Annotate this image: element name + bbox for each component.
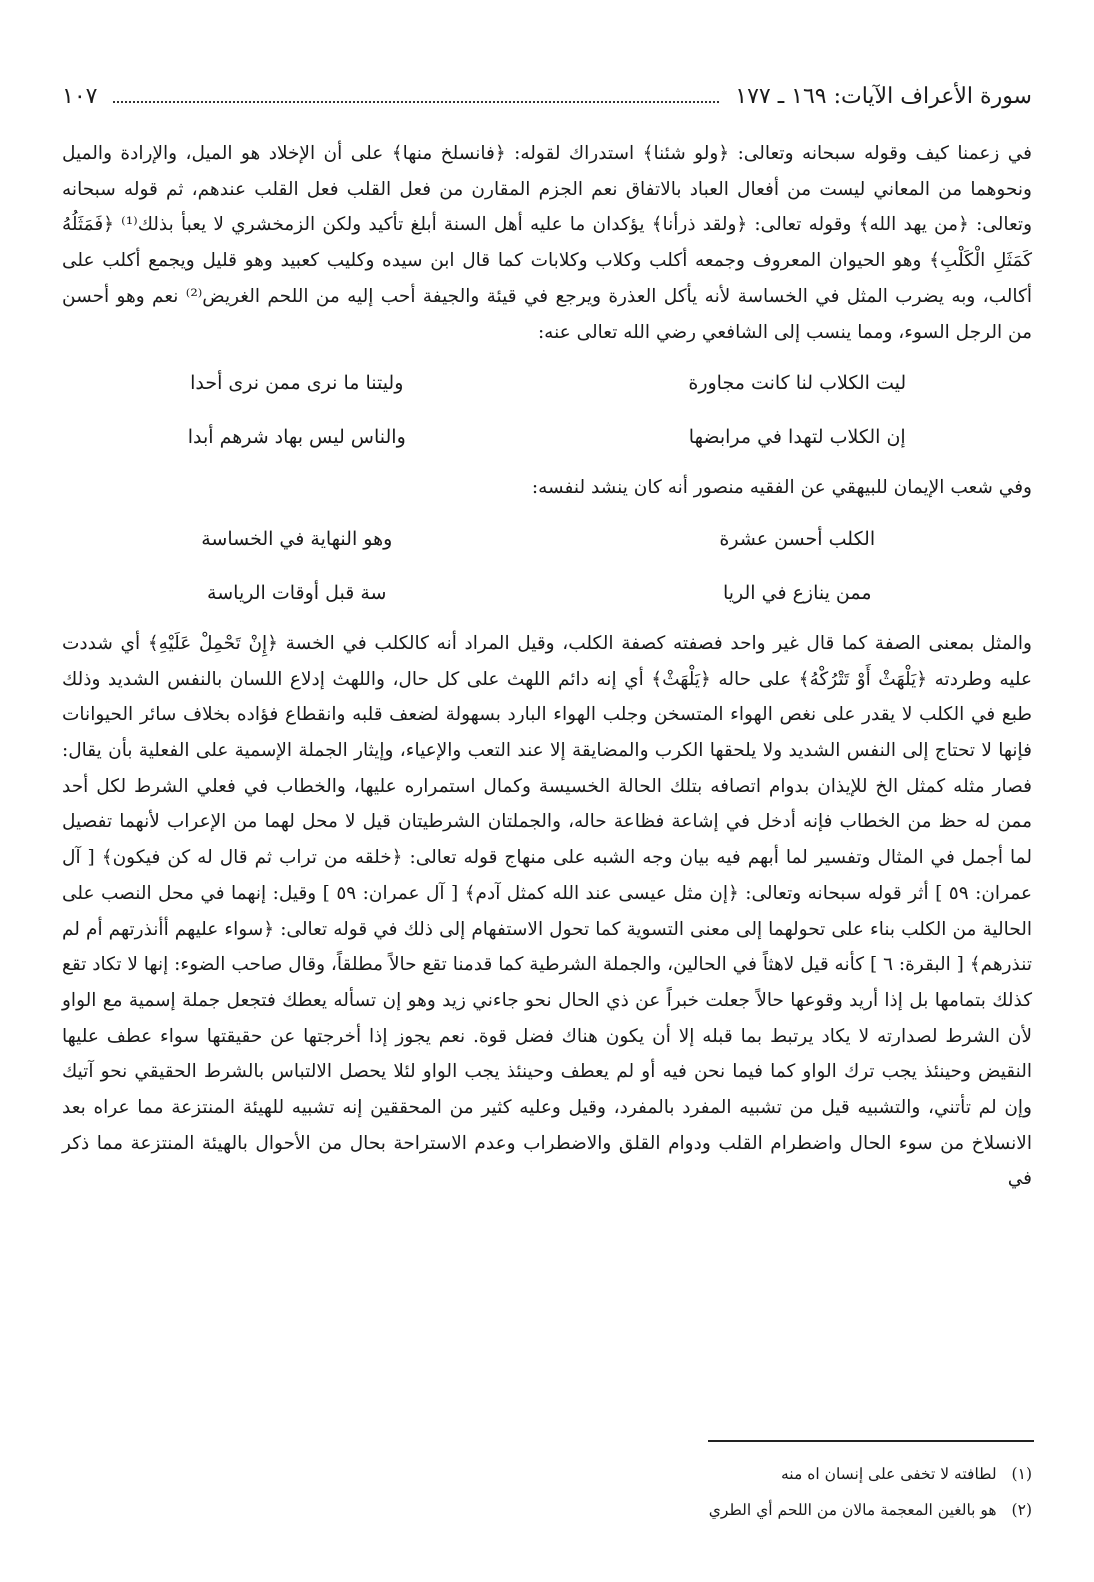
footnote-2: [62, 1492, 1032, 1528]
verse-line: [62, 410, 1032, 464]
footnote-text: لطافته لا تخفى على إنسان اه منه: [781, 1465, 997, 1483]
header-dot-leader: [113, 87, 719, 103]
footnote-separator: [708, 1440, 1034, 1442]
paragraph-1: في زعمنا كيف وقوله سبحانه وتعالى: ﴿ولو شئنا﴾ استدراك لقوله: ﴿فانسلخ منها﴾ على أن الإخلاد هو الميل، والإرادة والميل ونحوهما من المعاني ليست من أفعال العباد بالاتفاق نعم الجزم المقارن من فعل القلب فعل القلب عندهم، ثم قوله سبحانه وتعالى: ﴿من يهد الله﴾ وقوله تعالى: ﴿ولقد ذرأنا﴾ يؤكدان ما عليه أهل السنة أبلغ تأكيد ولكن الزمخشري لا يعبأ بذلك⁽¹⁾ ﴿فَمَثَلُهُ كَمَثَلِ الْكَلْبِ﴾ وهو الحيوان المعروف وجمعه أكلب وكلاب وكلابات كما قال ابن سيده وكليب كعبيد وهو قليل ويجمع أكلب على أكالب، وبه يضرب المثل في الخساسة لأنه يأكل العذرة ويرجع في قيئة والجيفة أحب إليه من اللحم الغريض⁽²⁾ نعم وهو أحسن من الرجل السوء، ومما ينسب إلى الشافعي رضي الله تعالى عنه:: [62, 143, 1032, 343]
page: [62, 84, 1032, 1197]
paragraph-3: والمثل بمعنى الصفة كما قال غير واحد فصفته كصفة الكلب، وقيل المراد أنه كالكلب في الخسة ﴿إِنْ تَحْمِلْ عَلَيْهِ﴾ أي شددت عليه وطردته ﴿يَلْهَثْ أَوْ تَتْرُكْهُ﴾ على حاله ﴿يَلْهَثْ﴾ أي إنه دائم اللهث على كل حال، واللهث إدلاع اللسان بالنفس الشديد وذلك طبع في الكلب لا يقدر على نغص الهواء المتسخن وجلب الهواء البارد بسهولة لضعف قلبه وانقطاع فؤاده بخلاف سائر الحيوانات فإنها لا تحتاج إلى النفس الشديد ولا يلحقها الكرب والمضايقة إلا عند التعب والإعياء، وإيثار الجملة الإسمية على الفعلية بأن يقال: فصار مثله كمثل الخ للإيذان بدوام اتصافه بتلك الحالة الخسيسة وكمال استمراره عليها، والخطاب في فعلي الشرط لكل أحد ممن له حظ من الخطاب فإنه أدخل في إشاعة فظاعة حاله، والجملتان الشرطيتان قيل لا محل لهما من الإعراب لأنهما تفصيل لما أجمل في المثال وتفسير لما أبهم فيه بيان وجه الشبه على منهاج قوله تعالى: ﴿خلقه من تراب ثم قال له كن فيكون﴾ [ آل عمران: ٥٩ ] أثر قوله سبحانه وتعالى: ﴿إن مثل عيسى عند الله كمثل آدم﴾ [ آل عمران: ٥٩ ] وقيل: إنهما في محل النصب على الحالية من الكلب بناء على تحولهما إلى معنى التسوية كما تحول الاستفهام إلى ذلك في قوله تعالى: ﴿سواء عليهم أأنذرتهم أم لم تنذرهم﴾ [ البقرة: ٦ ] كأنه قيل لاهثاً في الحالين، والجملة الشرطية كما قدمنا تقع حالاً مطلقاً، وقال صاحب الضوء: إنها لا تكاد تقع كذلك بتمامها بل إذا أريد وقوعها حالاً جعلت خبراً عن ذي الحال نحو جاءني زيد وهو إن تسأله يعطك فتجعل جملة إسمية مع الواو لأن الشرط لصدارته لا يكاد يرتبط بما قبله إلا أن يكون هناك فضل قوة. نعم يجوز إذا أخرجتها عن حقيقتها سواء عطف عليها النقيض وحينئذ يجب ترك الواو كما فيما نحن فيه أو لم يعطف وحينئذ يجب الواو لئلا يحصل الالتباس بالشرط الحقيقي نحو آتيك وإن لم تأتني، والتشبيه قيل من تشبيه المفرد بالمفرد، وقيل وعليه كثير من المحققين إنه تشبيه للهيئة المنتزعة مما عراه بعد الانسلاخ من سوء الحال واضطرام القلب ودوام القلق والاضطراب وعدم الاستراحة بحال من الأحوال بالهيئة المنتزعة مما ذكر في: [62, 632, 1033, 1190]
verse-first-hemistich: ممن ينازع في الريا: [722, 581, 872, 604]
verse-second-hemistich: سة قبل أوقات الرياسة: [207, 581, 387, 604]
page-number: ١٠٧: [62, 84, 98, 109]
surah-title: سورة الأعراف الآيات: ١٦٩ ـ ١٧٧: [735, 84, 1032, 109]
verse-line: [62, 566, 1032, 620]
verse-first-hemistich: إن الكلاب لتهدا في مرابضها: [688, 426, 906, 449]
verse-first-hemistich: ليت الكلاب لنا كانت مجاورة: [688, 372, 907, 395]
poem-shafii: [62, 356, 1032, 464]
footnotes: [62, 1456, 1032, 1528]
poem-mansur: [62, 512, 1032, 620]
footnote-number: (١): [1011, 1465, 1032, 1483]
verse-second-hemistich: وهو النهاية في الخساسة: [201, 527, 393, 550]
paragraph-2: وفي شعب الإيمان للبيهقي عن الفقيه منصور أنه كان ينشد لنفسه:: [531, 477, 1032, 499]
verse-second-hemistich: وليتنا ما نرى ممن نرى أحدا: [190, 372, 404, 395]
verse-line: [62, 356, 1032, 410]
verse-second-hemistich: والناس ليس بهاد شرهم أبدا: [187, 426, 406, 449]
verse-first-hemistich: الكلب أحسن عشرة: [719, 527, 876, 550]
running-header: [62, 84, 1032, 120]
footnote-1: [62, 1456, 1032, 1492]
main-text: [62, 136, 1032, 1197]
verse-line: [62, 512, 1032, 566]
footnote-text: هو بالغين المعجمة مالان من اللحم أي الطري: [708, 1501, 997, 1519]
footnote-number: (٢): [1011, 1501, 1032, 1519]
